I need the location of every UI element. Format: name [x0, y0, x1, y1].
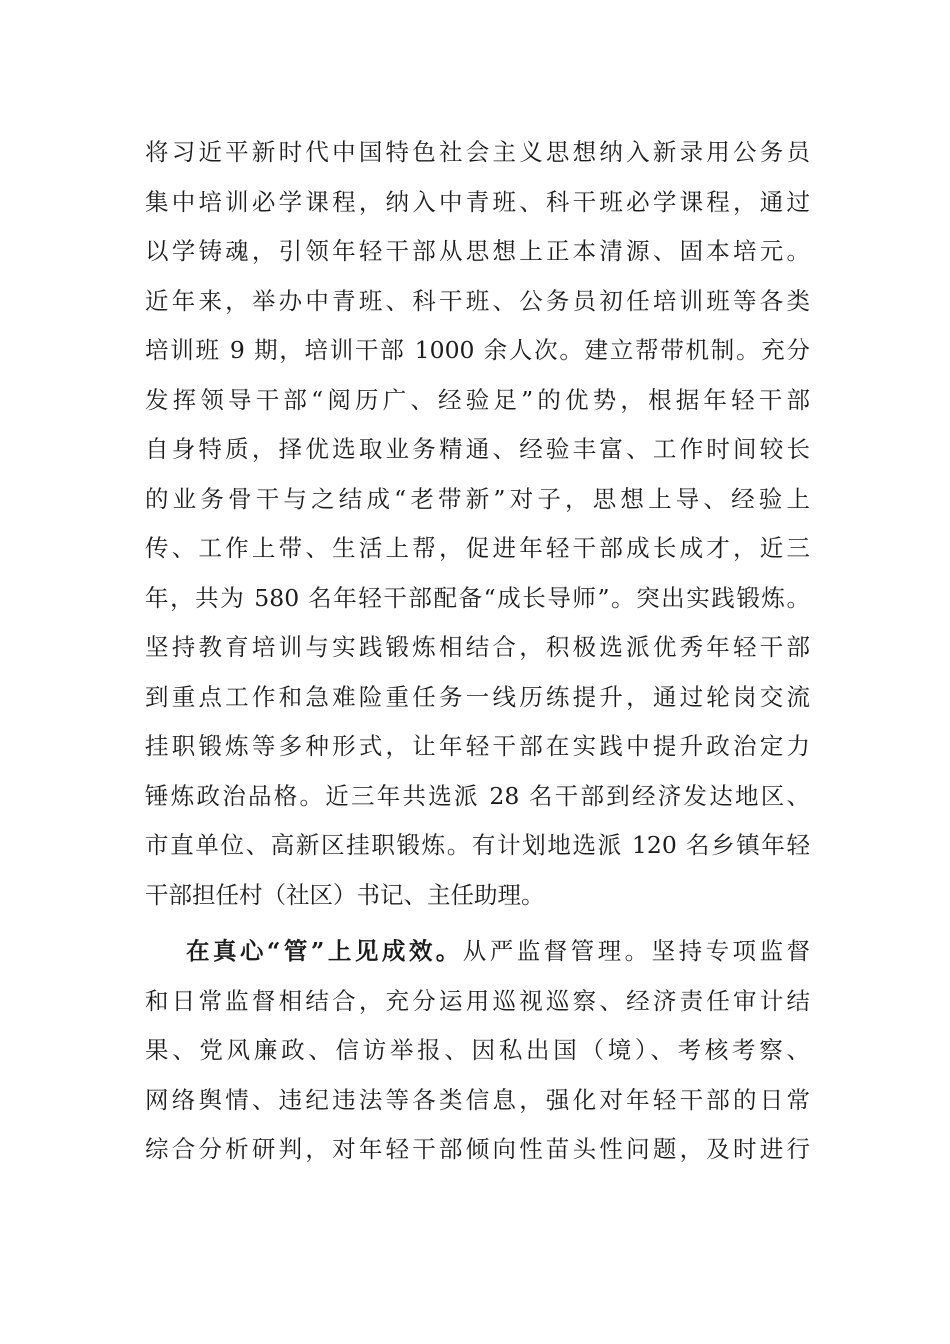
text-line: 网络舆情、违纪违法等各类信息，强化对年轻干部的日常 [145, 1085, 810, 1114]
text-line: 市直单位、高新区挂职锻炼。有计划地选派 120 名乡镇年轻 [145, 831, 810, 859]
text-line: 培训班 9 期，培训干部 1000 余人次。建立帮带机制。充分 [145, 336, 810, 364]
lead-text: 从严监督管理。坚持专项监督 [462, 937, 810, 965]
text-line: 坚持教育培训与实践锻炼相结合，积极选派优秀年轻干部 [145, 633, 810, 661]
text-line-lead [145, 927, 810, 977]
document-body [145, 128, 810, 1175]
text-line: 果、党风廉政、信访举报、因私出国（境）、考核考察、 [145, 1036, 810, 1064]
text-line: 集中培训必学课程，纳入中青班、科干班必学课程，通过 [145, 187, 810, 216]
paragraph-spacer [145, 920, 810, 927]
text-line: 和日常监督相结合，充分运用巡视巡察、经济责任审计结 [145, 986, 810, 1015]
text-line: 传、工作上带、生活上帮，促进年轻干部成长成才，近三 [145, 534, 810, 562]
text-line: 到重点工作和急难险重任务一线历练提升，通过轮岗交流 [145, 682, 810, 711]
text-line: 的业务骨干与之结成“老带新”对子，思想上导、经验上 [145, 484, 810, 513]
text-line: 年，共为 580 名年轻干部配备“成长导师”。突出实践锻炼。 [145, 583, 810, 612]
text-line: 自身特质，择优选取业务精通、经验丰富、工作时间较长 [145, 435, 810, 463]
text-line: 将习近平新时代中国特色社会主义思想纳入新录用公务员 [145, 138, 810, 166]
paragraph-2 [145, 927, 810, 1175]
text-line: 近年来，举办中青班、科干班、公务员初任培训班等各类 [145, 286, 810, 315]
section-heading: 在真心“管”上见成效。 [186, 937, 463, 965]
text-line: 以学铸魂，引领年轻干部从思想上正本清源、固本培元。 [145, 237, 810, 265]
text-line: 干部担任村（社区）书记、主任助理。 [145, 880, 545, 909]
text-line: 锤炼政治品格。近三年共选派 28 名干部到经济发达地区、 [145, 781, 810, 810]
text-line: 挂职锻炼等多种形式，让年轻干部在实践中提升政治定力 [145, 732, 810, 760]
text-line: 综合分析研判，对年轻干部倾向性苗头性问题，及时进行 [145, 1135, 810, 1163]
paragraph-1 [145, 128, 810, 920]
text-line: 发挥领导干部“阅历广、经验足”的优势，根据年轻干部 [145, 385, 810, 414]
